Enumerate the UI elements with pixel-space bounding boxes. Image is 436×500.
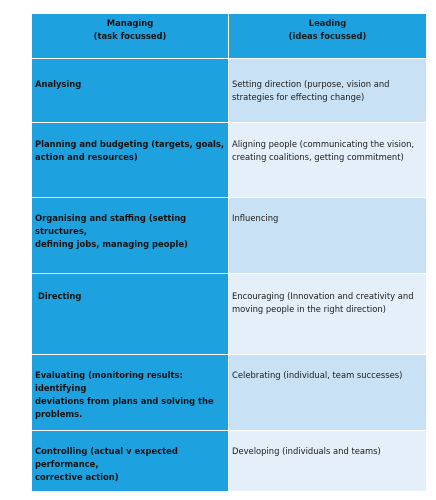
managing-text: problems. [35,409,83,420]
managing-text: Planning and budgeting (targets, goals, [35,139,225,149]
leading-cell [229,123,426,197]
table-row [32,123,426,198]
managing-text: defining jobs, managing people) [35,239,188,250]
managing-cell [32,274,229,354]
header-leading-subtitle: (ideas focussed) [288,31,367,42]
leading-text: strategies for effecting change) [232,92,365,103]
managing-text: corrective action) [35,472,119,483]
table-header-row [32,14,426,59]
managing-cell [32,59,229,122]
header-managing [32,14,229,58]
leading-text: Encouraging (Innovation and creativity and [232,291,414,301]
leading-text: Celebrating (individual, team successes) [232,370,403,380]
leading-text: Setting direction (purpose, vision and [232,79,390,89]
leading-cell [229,355,426,430]
managing-cell [32,123,229,197]
managing-text: deviations from plans and solving the [35,396,214,407]
leading-cell [229,198,426,273]
table-row [32,431,426,491]
leading-cell [229,431,426,491]
managing-text: Analysing [35,79,82,89]
table-row [32,59,426,123]
managing-vs-leading-table [32,14,426,491]
leading-text: Developing (individuals and teams) [232,446,381,456]
table-row [32,198,426,274]
managing-cell [32,431,229,491]
header-leading [229,14,426,58]
leading-cell [229,59,426,122]
managing-text: Controlling (actual v expected performance, [35,446,178,470]
header-leading-title: Leading [308,18,347,28]
managing-text: Organising and staffing (setting structures, [35,213,187,237]
managing-text: Evaluating (monitoring results: identifying [35,370,183,394]
header-managing-title: Managing [106,18,154,28]
managing-text: Directing [35,291,82,301]
managing-cell [32,198,229,273]
leading-text: creating coalitions, getting commitment) [232,152,404,163]
managing-cell [32,355,229,430]
leading-cell [229,274,426,354]
managing-text: action and resources) [35,152,138,163]
leading-text: moving people in the right direction) [232,304,386,315]
header-managing-subtitle: (task focussed) [93,31,167,42]
table-row [32,274,426,355]
leading-text: Aligning people (communicating the vision, [232,139,415,149]
table-row [32,355,426,431]
leading-text: Influencing [232,213,279,223]
